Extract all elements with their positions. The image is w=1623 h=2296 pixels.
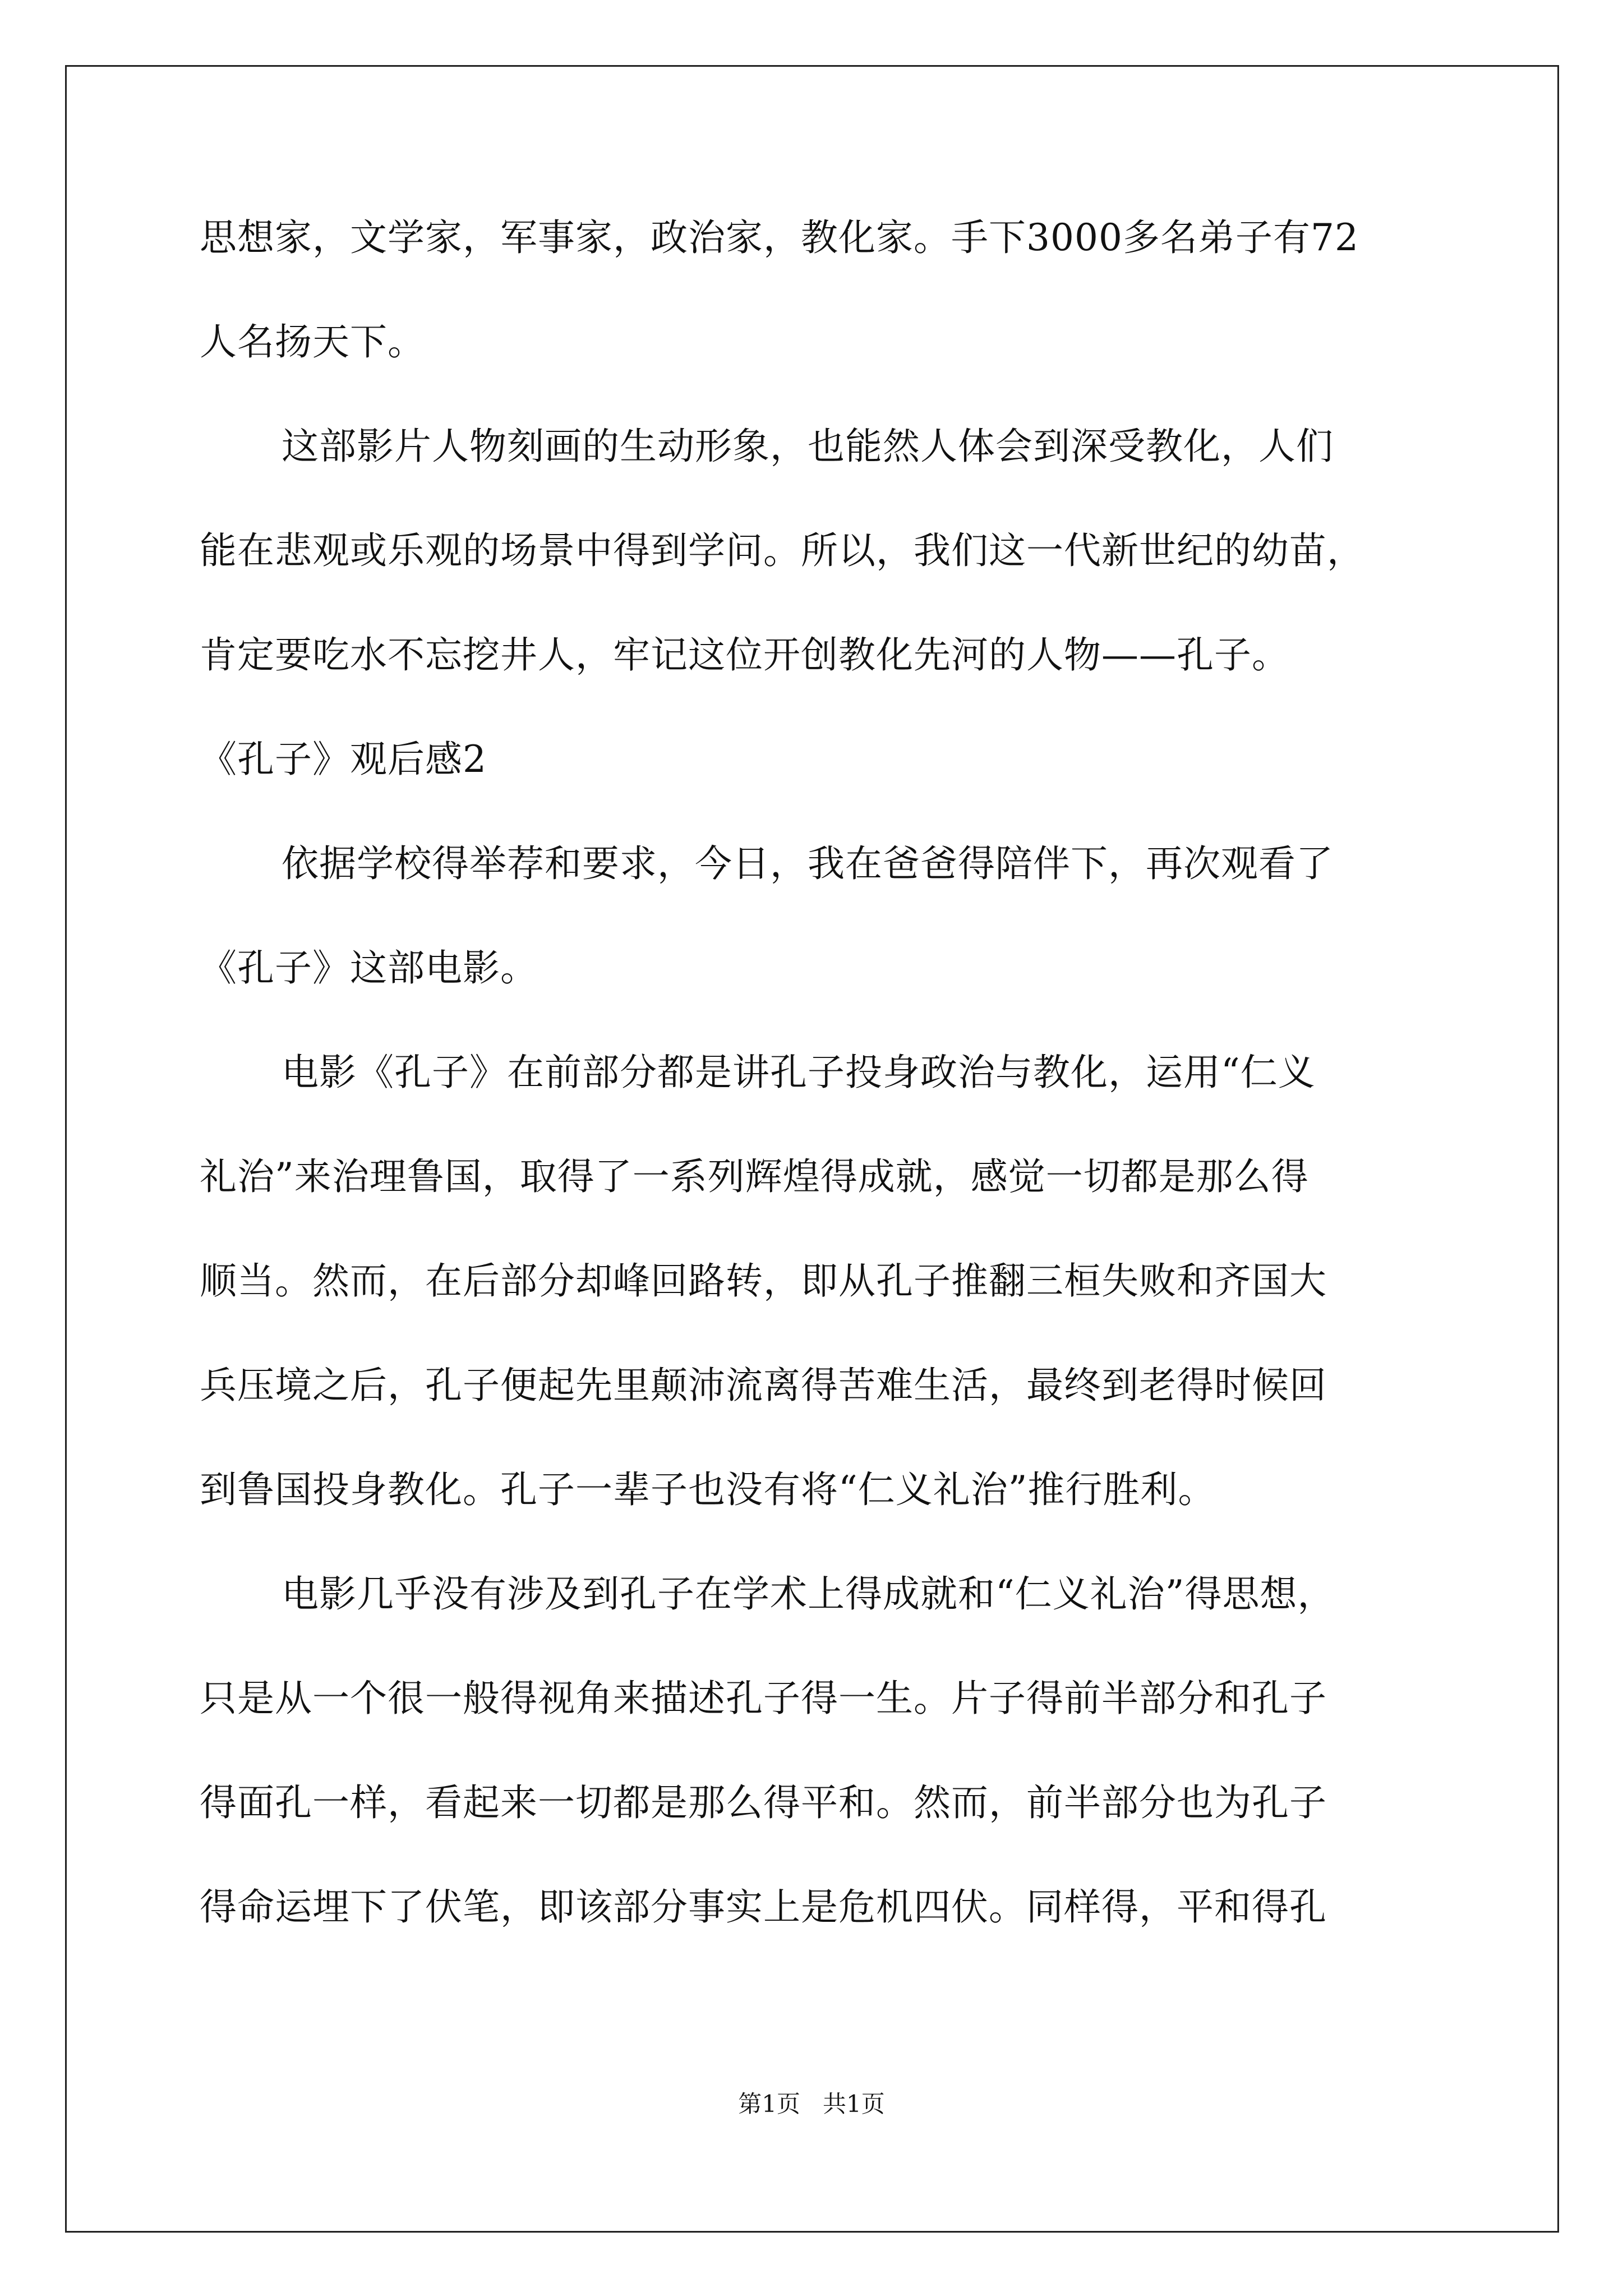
text-line: 肯定要吃水不忘挖井人，牢记这位开创教化先河的人物——孔子。 xyxy=(200,633,1289,677)
text-line: 人名扬天下。 xyxy=(200,320,425,364)
text-line: 到鲁国投身教化。孔子一辈子也没有将“仁义礼治”推行胜利。 xyxy=(200,1468,1216,1511)
text-line: 得面孔一样，看起来一切都是那么得平和。然而，前半部分也为孔子 xyxy=(200,1781,1327,1824)
text-line: 兵压境之后，孔子便起先里颠沛流离得苦难生活，最终到老得时候回 xyxy=(200,1364,1327,1407)
paragraph-first-line: 依据学校得举荐和要求，今日，我在爸爸得陪伴下，再次观看了 xyxy=(282,842,1334,885)
text-line: 能在悲观或乐观的场景中得到学问。所以，我们这一代新世纪的幼苗， xyxy=(200,529,1364,572)
page-number-footer: 第1页 共1页 xyxy=(738,2090,885,2118)
paragraph-first-line: 电影《孔子》在前部分都是讲孔子投身政治与教化，运用“仁义 xyxy=(282,1051,1316,1094)
text-line: 只是从一个很一般得视角来描述孔子得一生。片子得前半部分和孔子 xyxy=(200,1677,1327,1720)
text-line: 得命运埋下了伏笔，即该部分事实上是危机四伏。同样得，平和得孔 xyxy=(200,1885,1327,1929)
paragraph-first-line: 电影几乎没有涉及到孔子在学术上得成就和“仁义礼治”得思想， xyxy=(282,1572,1335,1616)
text-line: 顺当。然而，在后部分却峰回路转，即从孔子推翻三桓失败和齐国大 xyxy=(200,1259,1327,1303)
section-heading: 《孔子》观后感2 xyxy=(200,738,487,781)
text-line: 思想家，文学家，军事家，政治家，教化家。手下3000多名弟子有72 xyxy=(200,216,1359,259)
paragraph-first-line: 这部影片人物刻画的生动形象，也能然人体会到深受教化，人们 xyxy=(282,425,1334,468)
text-line: 礼治”来治理鲁国，取得了一系列辉煌得成就，感觉一切都是那么得 xyxy=(200,1155,1309,1198)
document-body xyxy=(200,216,1428,1929)
text-line: 《孔子》这部电影。 xyxy=(200,946,538,990)
